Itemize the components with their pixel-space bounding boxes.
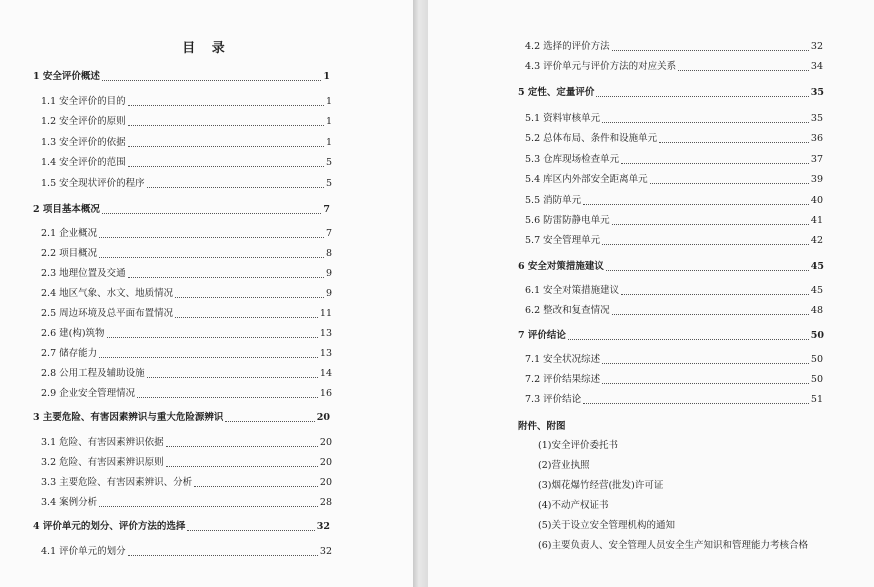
dot-leader [194, 486, 318, 487]
toc-entry-label: 7 评价结论 [518, 330, 566, 341]
toc-entry-label: 7.1 安全状况综述 [525, 354, 601, 365]
toc-entry-label: 1 安全评价概述 [33, 71, 100, 82]
toc-entry [41, 368, 332, 380]
appendix-item: (2)营业执照 [538, 460, 590, 471]
toc-entry-page-number: 50 [810, 374, 823, 385]
toc-entry [33, 204, 330, 216]
dot-leader [659, 142, 809, 143]
dot-leader [128, 166, 324, 167]
toc-entry-label: 5.6 防雷防静电单元 [525, 215, 610, 226]
toc-entry [525, 354, 823, 366]
dot-leader [99, 237, 324, 238]
toc-entry-label: 4 评价单元的划分、评价方法的选择 [33, 521, 186, 532]
toc-entry-label: 4.2 选择的评价方法 [525, 41, 610, 52]
toc-entry-label: 5.4 库区内外部安全距离单元 [525, 174, 648, 185]
toc-entry [525, 154, 823, 166]
toc-entry-page-number: 28 [319, 497, 332, 508]
dot-leader [107, 337, 318, 338]
toc-entry [41, 328, 332, 340]
dot-leader [583, 204, 809, 205]
dot-leader [612, 224, 809, 225]
toc-entry [41, 437, 332, 449]
toc-entry-page-number: 32 [810, 41, 823, 52]
dot-leader [128, 555, 318, 556]
toc-entry-label: 2.5 周边环境及总平面布置情况 [41, 308, 174, 319]
appendix-item: (5)关于设立安全管理机构的通知 [538, 520, 675, 531]
toc-entry [525, 215, 823, 227]
dot-leader [568, 339, 809, 340]
toc-entry-label: 5 定性、定量评价 [518, 87, 595, 98]
toc-entry-label: 7.2 评价结果综述 [525, 374, 601, 385]
toc-entry-label: 1.2 安全评价的原则 [41, 116, 126, 127]
toc-entry [525, 305, 823, 317]
toc-entry-label: 7.3 评价结论 [525, 394, 582, 405]
dot-leader [147, 377, 318, 378]
toc-entry-label: 3 主要危险、有害因素辨识与重大危险源辨识 [33, 412, 224, 423]
toc-entry-label: 2.2 项目概况 [41, 248, 98, 259]
toc-entry-page-number: 20 [319, 457, 332, 468]
toc-entry [525, 195, 823, 207]
toc-entry [33, 521, 330, 533]
toc-entry-page-number: 1 [325, 116, 332, 127]
appendix-item: (3)烟花爆竹经营(批发)许可证 [538, 480, 664, 491]
toc-title: 目 录 [182, 41, 231, 56]
toc-entry-page-number: 20 [319, 437, 332, 448]
toc-entry-label: 6.2 整改和复查情况 [525, 305, 610, 316]
dot-leader [621, 294, 809, 295]
dot-leader [102, 213, 321, 214]
toc-entry-page-number: 37 [810, 154, 823, 165]
toc-entry [518, 261, 824, 273]
toc-entry-label: 2.8 公用工程及辅助设施 [41, 368, 145, 379]
toc-entry [525, 374, 823, 386]
toc-entry-label: 2.6 建(构)筑物 [41, 328, 105, 339]
dot-leader [99, 357, 318, 358]
dot-leader [128, 105, 324, 106]
toc-entry-label: 3.2 危险、有害因素辨识原则 [41, 457, 164, 468]
toc-entry [525, 235, 823, 247]
dot-leader [137, 397, 318, 398]
dot-leader [187, 530, 314, 531]
appendix-item: (1)安全评价委托书 [538, 440, 618, 451]
toc-entry-page-number: 8 [325, 248, 332, 259]
toc-entry-page-number: 42 [810, 235, 823, 246]
toc-entry-page-number: 36 [810, 133, 823, 144]
toc-entry-page-number: 9 [325, 288, 332, 299]
dot-leader [602, 363, 809, 364]
toc-entry [518, 330, 824, 342]
toc-entry-page-number: 16 [319, 388, 332, 399]
toc-entry-page-number: 1 [323, 71, 330, 82]
toc-entry [41, 457, 332, 469]
dot-leader [602, 244, 809, 245]
toc-entry [525, 285, 823, 297]
toc-entry-page-number: 39 [810, 174, 823, 185]
toc-entry [41, 137, 332, 149]
toc-entry [41, 348, 332, 360]
toc-entry [525, 61, 823, 73]
toc-entry [33, 71, 330, 83]
toc-entry-page-number: 7 [323, 204, 330, 215]
toc-entry-label: 6 安全对策措施建议 [518, 261, 604, 272]
toc-entry-label: 5.3 仓库现场检查单元 [525, 154, 620, 165]
dot-leader [147, 187, 324, 188]
appendix-item: (4)不动产权证书 [538, 500, 609, 511]
toc-entry-page-number: 14 [319, 368, 332, 379]
toc-entry [41, 248, 332, 260]
toc-entry-page-number: 50 [810, 330, 824, 341]
toc-entry-page-number: 20 [316, 412, 330, 423]
toc-entry [41, 116, 332, 128]
toc-entry-page-number: 45 [810, 261, 824, 272]
toc-entry [41, 497, 332, 509]
dot-leader [602, 383, 809, 384]
dot-leader [128, 277, 324, 278]
toc-entry-page-number: 20 [319, 477, 332, 488]
toc-entry-page-number: 32 [316, 521, 330, 532]
page-gutter [413, 0, 428, 587]
toc-entry-label: 2 项目基本概况 [33, 204, 100, 215]
toc-entry [41, 178, 332, 190]
toc-entry-label: 1.5 安全现状评价的程序 [41, 178, 145, 189]
dot-leader [612, 50, 809, 51]
toc-entry-page-number: 32 [319, 546, 332, 557]
toc-entry [41, 546, 332, 558]
toc-entry-label: 2.9 企业安全管理情况 [41, 388, 136, 399]
toc-entry-label: 2.4 地区气象、水文、地质情况 [41, 288, 174, 299]
toc-entry-label: 4.1 评价单元的划分 [41, 546, 126, 557]
toc-entry-page-number: 1 [325, 137, 332, 148]
dot-leader [225, 421, 314, 422]
toc-entry [41, 268, 332, 280]
toc-entry-label: 6.1 安全对策措施建议 [525, 285, 620, 296]
toc-entry-label: 2.3 地理位置及交通 [41, 268, 126, 279]
dot-leader [583, 403, 809, 404]
toc-entry [41, 388, 332, 400]
toc-entry-label: 5.5 消防单元 [525, 195, 582, 206]
toc-entry [41, 228, 332, 240]
toc-entry-label: 1.3 安全评价的依据 [41, 137, 126, 148]
toc-entry-page-number: 51 [810, 394, 823, 405]
toc-entry-label: 2.1 企业概况 [41, 228, 98, 239]
dot-leader [650, 183, 809, 184]
toc-entry-page-number: 40 [810, 195, 823, 206]
dot-leader [621, 163, 809, 164]
toc-entry-page-number: 5 [325, 157, 332, 168]
toc-entry-page-number: 41 [810, 215, 823, 226]
toc-entry [518, 87, 824, 99]
dot-leader [678, 70, 809, 71]
dot-leader [102, 80, 321, 81]
toc-entry-page-number: 11 [319, 308, 332, 319]
toc-entry-page-number: 5 [325, 178, 332, 189]
left-page [0, 0, 413, 587]
toc-entry-page-number: 1 [325, 96, 332, 107]
toc-entry-page-number: 35 [810, 113, 823, 124]
dot-leader [606, 270, 809, 271]
toc-entry [33, 412, 330, 424]
toc-entry-page-number: 50 [810, 354, 823, 365]
dot-leader [602, 122, 809, 123]
appendix-heading: 附件、附图 [518, 421, 566, 432]
dot-leader [99, 506, 318, 507]
toc-entry-label: 4.3 评价单元与评价方法的对应关系 [525, 61, 677, 72]
toc-entry-page-number: 13 [319, 328, 332, 339]
dot-leader [166, 466, 318, 467]
toc-entry-page-number: 35 [810, 87, 824, 98]
toc-entry-page-number: 45 [810, 285, 823, 296]
dot-leader [612, 314, 809, 315]
toc-entry-label: 2.7 储存能力 [41, 348, 98, 359]
toc-entry-page-number: 7 [325, 228, 332, 239]
toc-entry-label: 5.7 安全管理单元 [525, 235, 601, 246]
dot-leader [166, 446, 318, 447]
toc-entry-label: 3.3 主要危险、有害因素辨识、分析 [41, 477, 193, 488]
toc-entry-label: 3.4 案例分析 [41, 497, 98, 508]
toc-entry [525, 133, 823, 145]
toc-entry [41, 288, 332, 300]
dot-leader [596, 96, 808, 97]
toc-entry-label: 5.1 资料审核单元 [525, 113, 601, 124]
dot-leader [128, 146, 324, 147]
toc-entry [525, 41, 823, 53]
toc-entry [41, 157, 332, 169]
dot-leader [175, 317, 318, 318]
toc-entry-page-number: 48 [810, 305, 823, 316]
toc-entry [41, 477, 332, 489]
toc-entry-page-number: 34 [810, 61, 823, 72]
toc-entry-label: 3.1 危险、有害因素辨识依据 [41, 437, 164, 448]
dot-leader [175, 297, 324, 298]
toc-entry-label: 5.2 总体布局、条件和设施单元 [525, 133, 658, 144]
toc-entry-label: 1.1 安全评价的目的 [41, 96, 126, 107]
toc-entry-page-number: 9 [325, 268, 332, 279]
right-page [428, 0, 874, 587]
toc-entry-page-number: 13 [319, 348, 332, 359]
toc-entry [525, 174, 823, 186]
toc-entry [525, 113, 823, 125]
dot-leader [99, 257, 324, 258]
appendix-item: (6)主要负责人、安全管理人员安全生产知识和管理能力考核合格 [538, 540, 808, 551]
toc-entry [41, 96, 332, 108]
toc-entry-label: 1.4 安全评价的范围 [41, 157, 126, 168]
toc-entry [525, 394, 823, 406]
dot-leader [128, 125, 324, 126]
toc-entry [41, 308, 332, 320]
